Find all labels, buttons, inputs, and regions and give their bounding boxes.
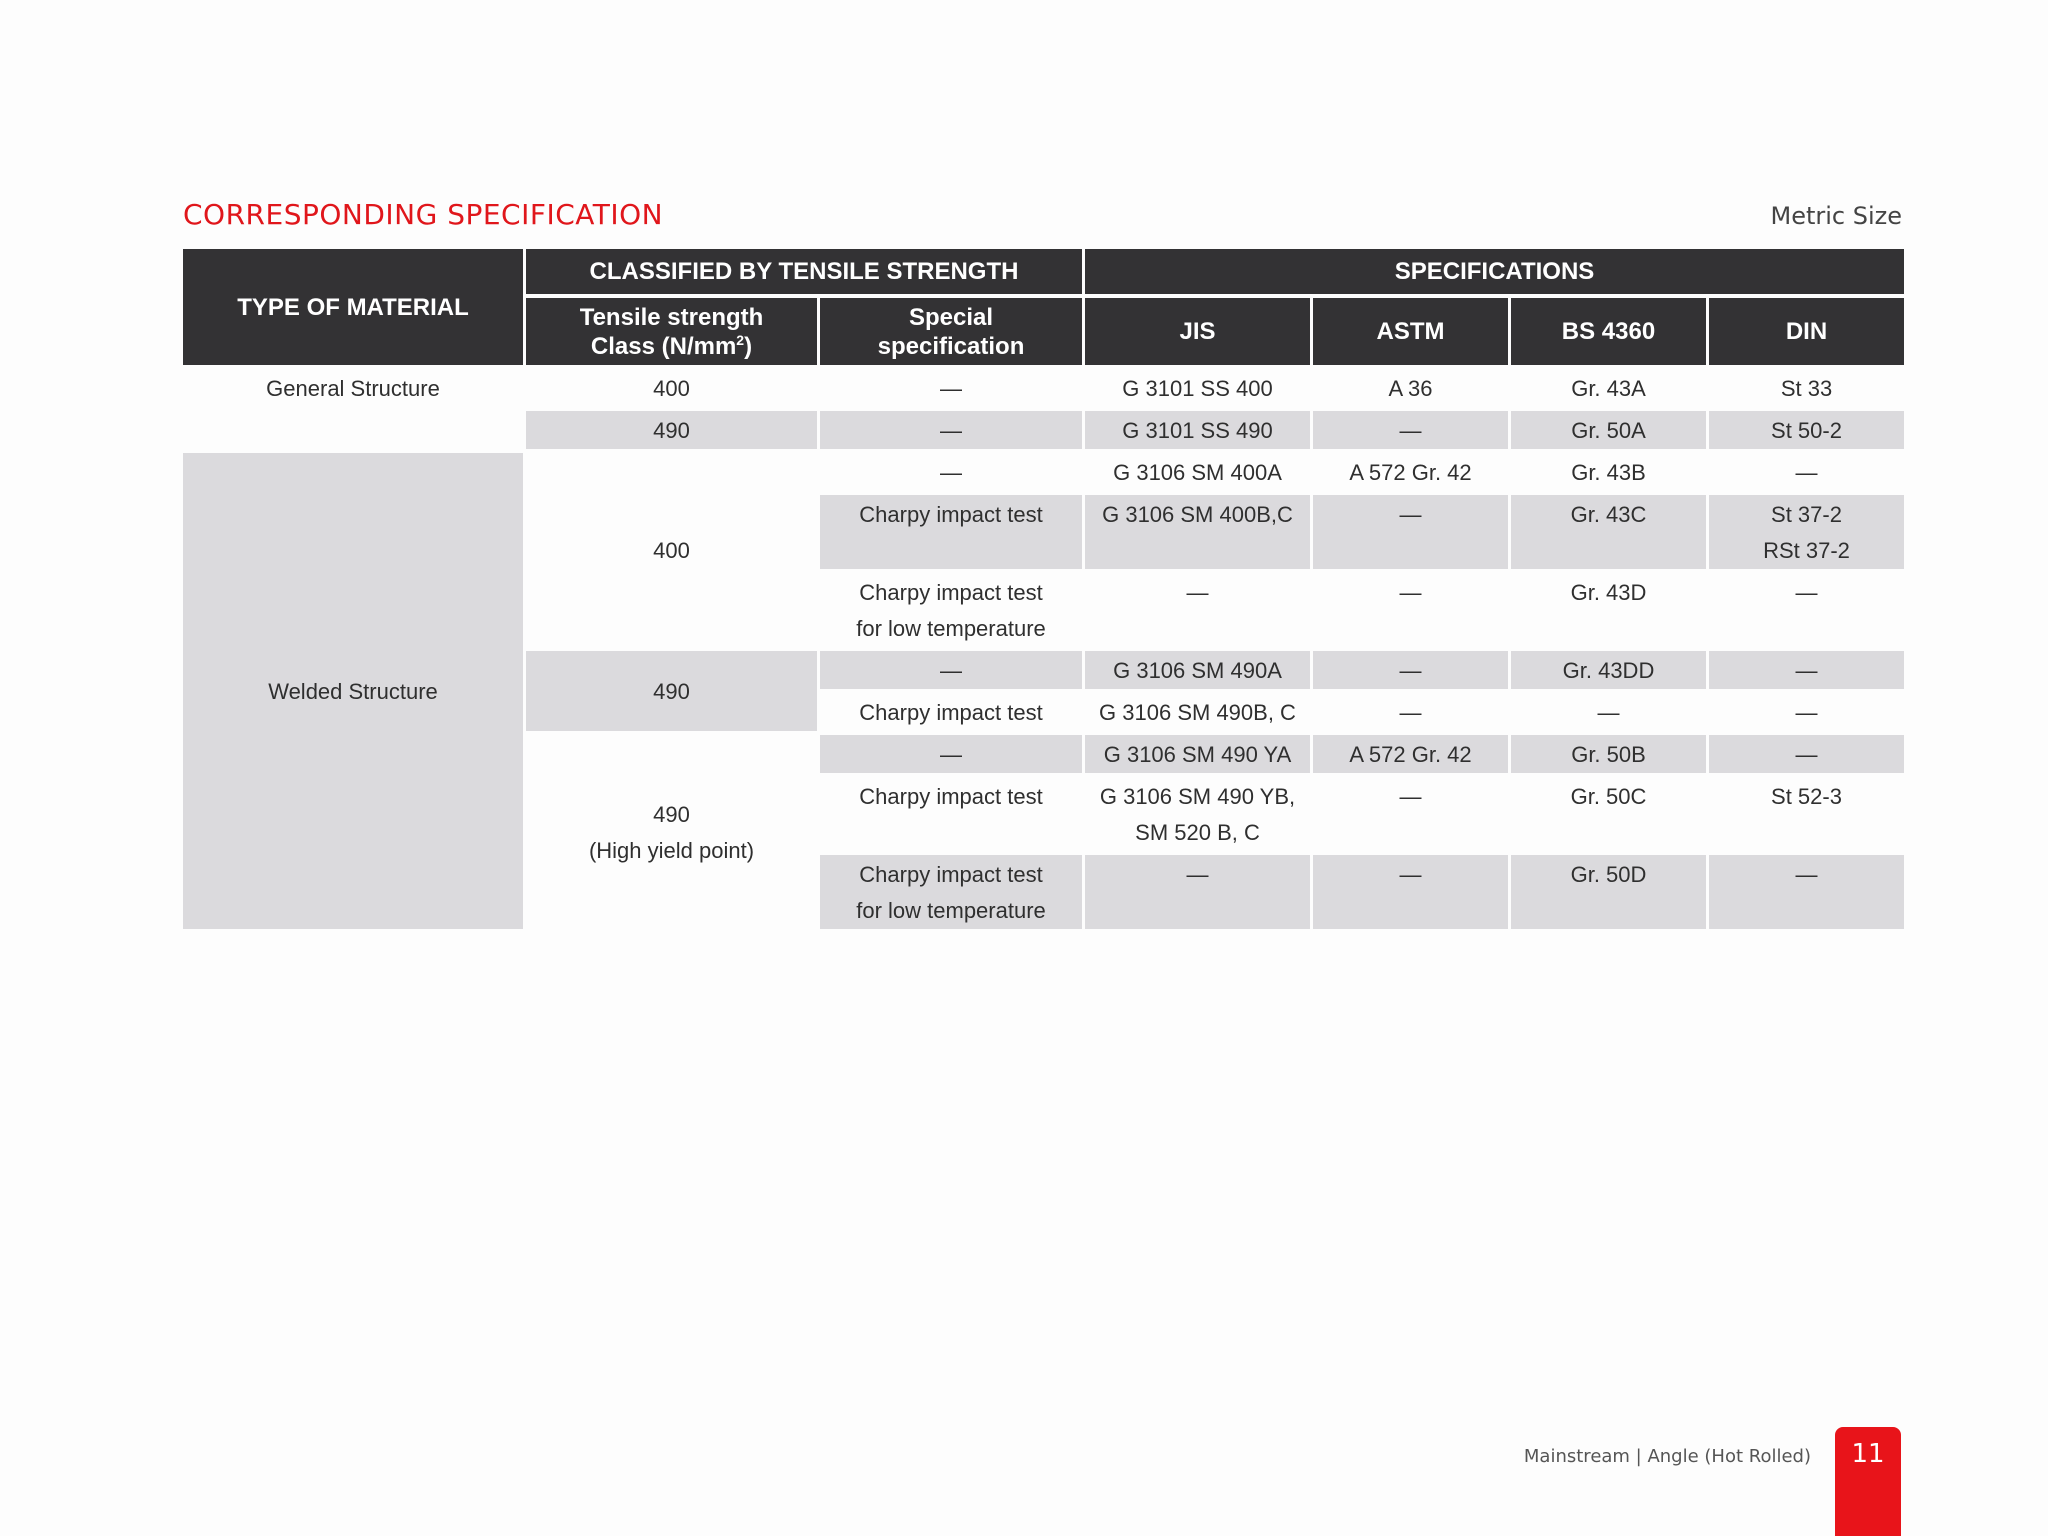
bs-cell: Gr. 43B [1571, 460, 1646, 485]
astm-cell: — [1313, 651, 1508, 689]
astm-cell: A 572 Gr. 42 [1313, 735, 1508, 773]
din-cell: St 33 [1780, 376, 1833, 401]
special-cell: — [820, 651, 1082, 689]
jis-line1: G 3106 SM 490 YB, [1099, 784, 1296, 809]
header-astm: ASTM [1313, 298, 1508, 365]
jis-cell: — [1085, 855, 1310, 929]
astm-cell: — [1313, 495, 1508, 569]
bs-cell: Gr. 43C [1511, 495, 1706, 569]
header-special-line1: Special [908, 303, 994, 331]
special-line1: Charpy impact test [859, 580, 1043, 605]
jis-line2: SM 520 B, C [1135, 820, 1260, 845]
din-cell: — [1709, 855, 1904, 929]
din-cell: — [1709, 735, 1904, 773]
header-jis: JIS [1085, 298, 1310, 365]
special-cell: — [940, 376, 962, 401]
strength-cell: 400 [653, 376, 690, 401]
material-general: General Structure [266, 376, 440, 401]
astm-cell: — [1313, 855, 1508, 929]
astm-cell: A 572 Gr. 42 [1349, 460, 1472, 485]
table-row [183, 453, 1904, 491]
strength-cell: 490 [526, 651, 817, 731]
header-classified: CLASSIFIED BY TENSILE STRENGTH [526, 249, 1082, 294]
special-line2: for low temperature [856, 898, 1046, 923]
astm-cell: — [1399, 580, 1422, 605]
jis-cell: G 3101 SS 490 [1085, 411, 1310, 449]
special-cell: — [820, 735, 1082, 773]
special-line1: Charpy impact test [859, 862, 1043, 887]
page-number-badge [1835, 1427, 1901, 1536]
header-specifications: SPECIFICATIONS [1085, 249, 1904, 294]
header-tensile-close: ) [744, 332, 753, 360]
special-cell: Charpy impact test [859, 784, 1043, 809]
bs-cell: Gr. 43D [1570, 580, 1647, 605]
jis-cell [1085, 777, 1310, 851]
material-welded: Welded Structure [183, 453, 523, 929]
special-cell [820, 855, 1082, 929]
din-line1: St 37-2 [1771, 502, 1842, 527]
din-cell: — [1795, 580, 1818, 605]
strength-cell: 400 [653, 538, 690, 563]
strength-cell [526, 735, 817, 929]
special-cell: — [820, 411, 1082, 449]
special-cell: — [940, 460, 962, 485]
jis-cell: G 3101 SS 400 [1122, 376, 1273, 401]
header-tensile-line2: Class (N/mm [590, 332, 737, 360]
din-cell: — [1795, 460, 1818, 485]
jis-cell: — [1186, 580, 1209, 605]
din-cell: — [1709, 651, 1904, 689]
bs-cell: Gr. 43DD [1511, 651, 1706, 689]
page-subtitle: Metric Size [1770, 202, 1902, 230]
jis-cell: G 3106 SM 490A [1085, 651, 1310, 689]
bs-cell: Gr. 50B [1511, 735, 1706, 773]
page-title: CORRESPONDING SPECIFICATION [183, 198, 664, 231]
bs-cell: Gr. 43A [1571, 376, 1646, 401]
jis-cell: G 3106 SM 490 YA [1085, 735, 1310, 773]
special-cell: Charpy impact test [859, 700, 1043, 725]
footer-text: Mainstream | Angle (Hot Rolled) [1523, 1446, 1811, 1467]
bs-cell: Gr. 50A [1511, 411, 1706, 449]
strength-cell: 490 [526, 411, 817, 449]
header-tensile-strength [526, 298, 817, 365]
strength-high-value: 490 [653, 802, 690, 827]
astm-cell: A 36 [1388, 376, 1433, 401]
jis-cell: G 3106 SM 490B, C [1099, 700, 1296, 725]
bs-cell: Gr. 50D [1511, 855, 1706, 929]
astm-cell: — [1313, 411, 1508, 449]
specification-table [180, 245, 1907, 933]
special-line2: for low temperature [856, 616, 1046, 641]
header-special-line2: specification [877, 332, 1025, 360]
header-din: DIN [1709, 298, 1904, 365]
special-cell [820, 573, 1082, 647]
bs-cell: — [1597, 700, 1620, 725]
astm-cell: — [1399, 784, 1422, 809]
din-line2: RSt 37-2 [1763, 538, 1850, 563]
bs-cell: Gr. 50C [1570, 784, 1647, 809]
table-row [183, 369, 1904, 407]
special-cell: Charpy impact test [820, 495, 1082, 569]
header-type-of-material: TYPE OF MATERIAL [183, 249, 523, 365]
din-cell [1709, 495, 1904, 569]
page-number: 11 [1851, 1439, 1885, 1469]
din-cell: — [1795, 700, 1818, 725]
jis-cell: G 3106 SM 400B,C [1085, 495, 1310, 569]
header-special-specification [820, 298, 1082, 365]
header-bs4360: BS 4360 [1511, 298, 1706, 365]
din-cell: St 52-3 [1771, 784, 1842, 809]
strength-high-note: (High yield point) [588, 838, 755, 863]
header-tensile-sup: 2 [736, 331, 745, 348]
header-tensile-line1: Tensile strength [579, 303, 764, 331]
jis-cell: G 3106 SM 400A [1113, 460, 1282, 485]
astm-cell: — [1399, 700, 1422, 725]
din-cell: St 50-2 [1709, 411, 1904, 449]
